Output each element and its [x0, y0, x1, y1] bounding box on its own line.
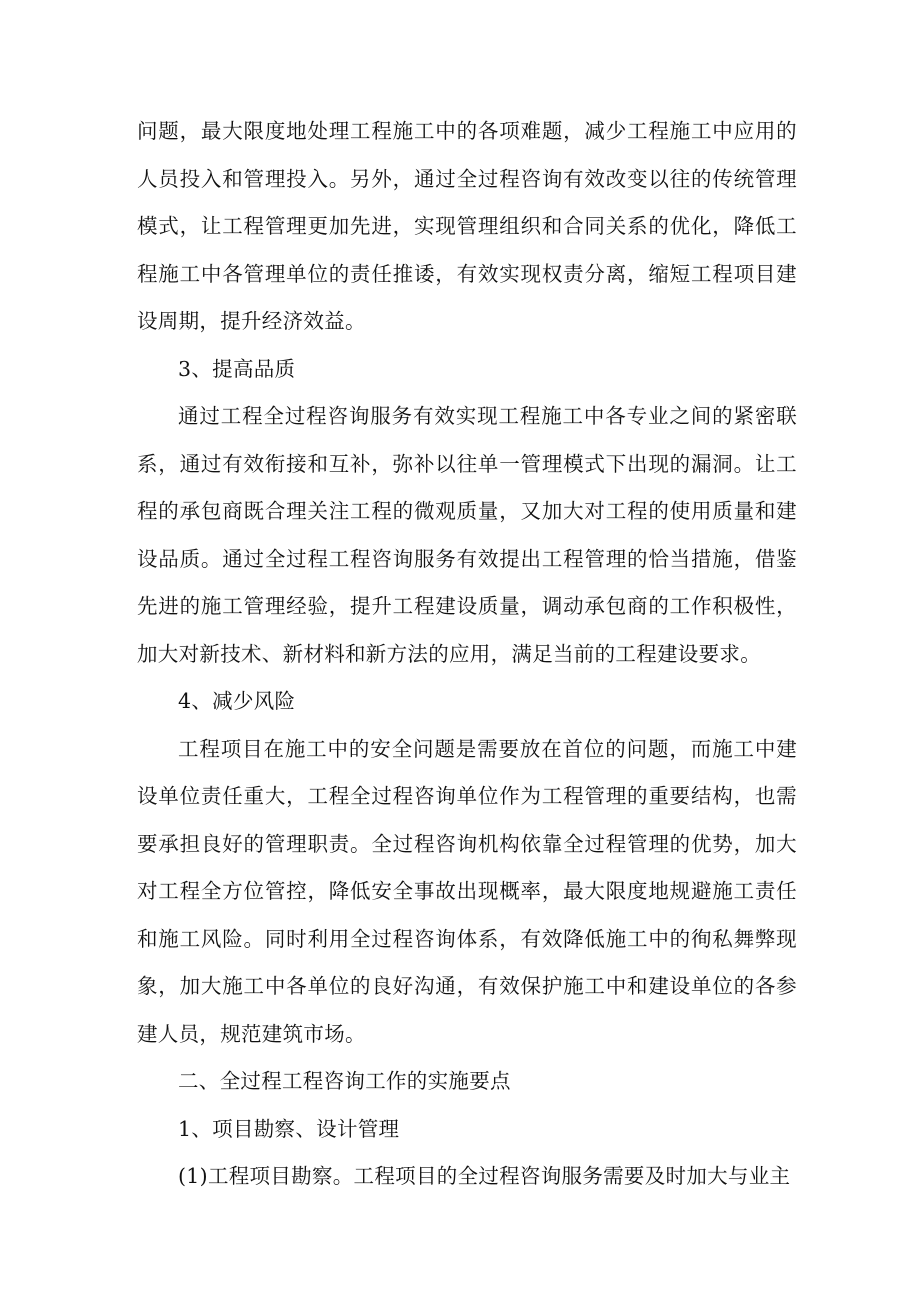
paragraph-reduce-risk: 工程项目在施工中的安全问题是需要放在首位的问题，而施工中建设单位责任重大，工程全过程咨询单位作为工程管理的重要结构，也需要承担良好的管理职责。全过程咨询机构依靠全过程管理的优势，加大对工程全方位管控，降低安全事故出现概率，最大限度地规避施工责任和施工风险。同时利用全过程咨询体系，有效降低施工中的徇私舞弊现象，加大施工中各单位的良好沟通，有效保护施工中和建设单位的各参建人员，规范建筑市场。 — [137, 736, 797, 1046]
heading-improve-quality: 3、提高品质 — [178, 356, 296, 381]
document-body — [137, 108, 797, 1201]
heading-section-two: 二、全过程工程咨询工作的实施要点 — [178, 1069, 511, 1093]
heading-reduce-risk: 4、减少风险 — [178, 689, 296, 713]
paragraph-project-survey: (1)工程项目勘察。工程项目的全过程咨询服务需要及时加大与业主 — [178, 1164, 791, 1188]
heading-survey-design-management: 1、项目勘察、设计管理 — [178, 1116, 400, 1141]
paragraph-intro-continuation: 问题，最大限度地处理工程施工中的各项难题，减少工程施工中应用的人员投入和管理投入。另外，通过全过程咨询有效改变以往的传统管理模式，让工程管理更加先进，实现管理组织和合同关系的优化，降低工程施工中各管理单位的责任推诿，有效实现权责分离，缩短工程项目建设周期，提升经济效益。 — [137, 119, 797, 333]
paragraph-improve-quality: 通过工程全过程咨询服务有效实现工程施工中各专业之间的紧密联系，通过有效衔接和互补，弥补以往单一管理模式下出现的漏洞。让工程的承包商既合理关注工程的微观质量，又加大对工程的使用质量和建设品质。通过全过程工程咨询服务有效提出工程管理的恰当措施，借鉴先进的施工管理经验，提升工程建设质量，调动承包商的工作积极性，加大对新技术、新材料和新方法的应用，满足当前的工程建设要求。 — [137, 404, 797, 666]
